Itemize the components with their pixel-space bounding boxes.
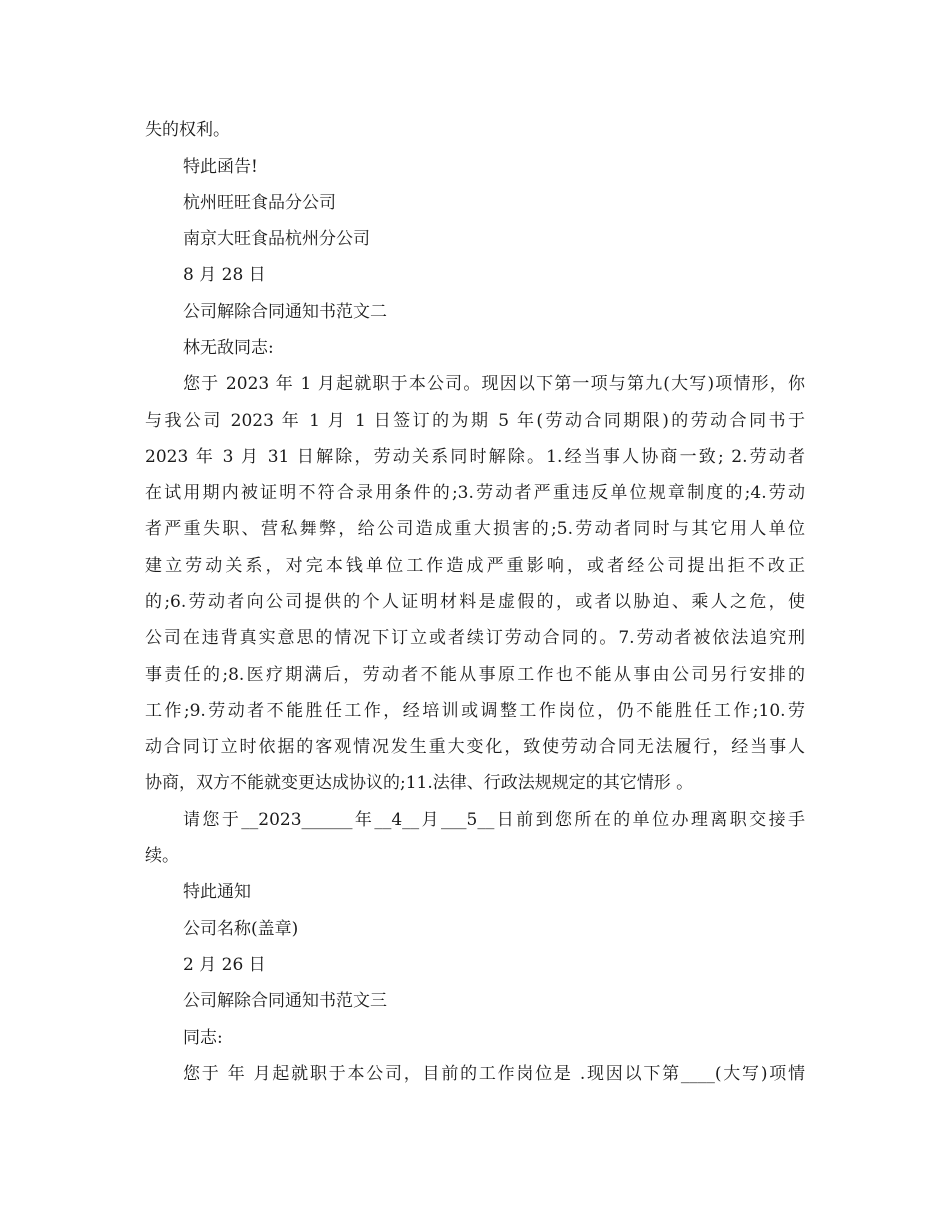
text-line-9: 与我公司 2023 年 1 月 1 日签订的为期 5 年(劳动合同期限)的劳动合同书于 xyxy=(145,411,805,431)
text-line-17: 工作;9.劳动者不能胜任工作，经培训或调整工作岗位，仍不能胜任工作;10.劳 xyxy=(145,701,805,721)
text-line-4: 南京大旺食品杭州分公司 xyxy=(183,229,370,249)
text-line-12: 者严重失职、营私舞弊，给公司造成重大损害的;5.劳动者同时与其它用人单位 xyxy=(145,519,805,539)
text-line-3: 杭州旺旺食品分公司 xyxy=(183,193,336,213)
text-line-13: 建立劳动关系，对完本钱单位工作造成严重影响，或者经公司提出拒不改正 xyxy=(145,556,805,576)
text-line-16: 事责任的;8.医疗期满后，劳动者不能从事原工作也不能从事由公司另行安排的 xyxy=(145,665,805,685)
text-line-24: 2 月 26 日 xyxy=(183,955,266,975)
text-line-14: 的;6.劳动者向公司提供的个人证明材料是虚假的，或者以胁迫、乘人之危，使 xyxy=(145,592,805,612)
section-heading-2: 公司解除合同通知书范文二 xyxy=(183,302,387,322)
salutation: 林无敌同志: xyxy=(183,338,274,358)
text-line-22: 特此通知 xyxy=(183,882,251,902)
text-line-20: 请您于__2023______年__4__月___5__日前到您所在的单位办理离职交接手 xyxy=(183,810,805,830)
text-line-27: 您于 年 月起就职于本公司，目前的工作岗位是 .现因以下第____(大写)项情 xyxy=(183,1064,805,1084)
text-line-21: 续。 xyxy=(145,846,179,866)
text-line-1: 失的权利。 xyxy=(145,120,230,140)
text-line-5: 8 月 28 日 xyxy=(183,265,266,285)
text-line-11: 在试用期内被证明不符合录用条件的;3.劳动者严重违反单位规章制度的;4.劳动 xyxy=(145,483,805,503)
text-line-8: 您于 2023 年 1 月起就职于本公司。现因以下第一项与第九(大写)项情形，你 xyxy=(183,374,805,394)
section-heading-3: 公司解除合同通知书范文三 xyxy=(183,991,387,1011)
text-line-23: 公司名称(盖章) xyxy=(183,919,299,939)
text-line-19: 协商，双方不能就变更达成协议的;11.法律、行政法规规定的其它情形 。 xyxy=(145,773,694,793)
text-line-10: 2023 年 3 月 31 日解除，劳动关系同时解除。1.经当事人协商一致; 2.劳动者 xyxy=(145,447,805,467)
text-line-15: 公司在违背真实意思的情况下订立或者续订劳动合同的。7.劳动者被依法追究刑 xyxy=(145,628,805,648)
text-line-18: 动合同订立时依据的客观情况发生重大变化，致使劳动合同无法履行，经当事人 xyxy=(145,737,805,757)
salutation-3: 同志: xyxy=(183,1028,223,1048)
text-line-2: 特此函告! xyxy=(183,157,258,177)
